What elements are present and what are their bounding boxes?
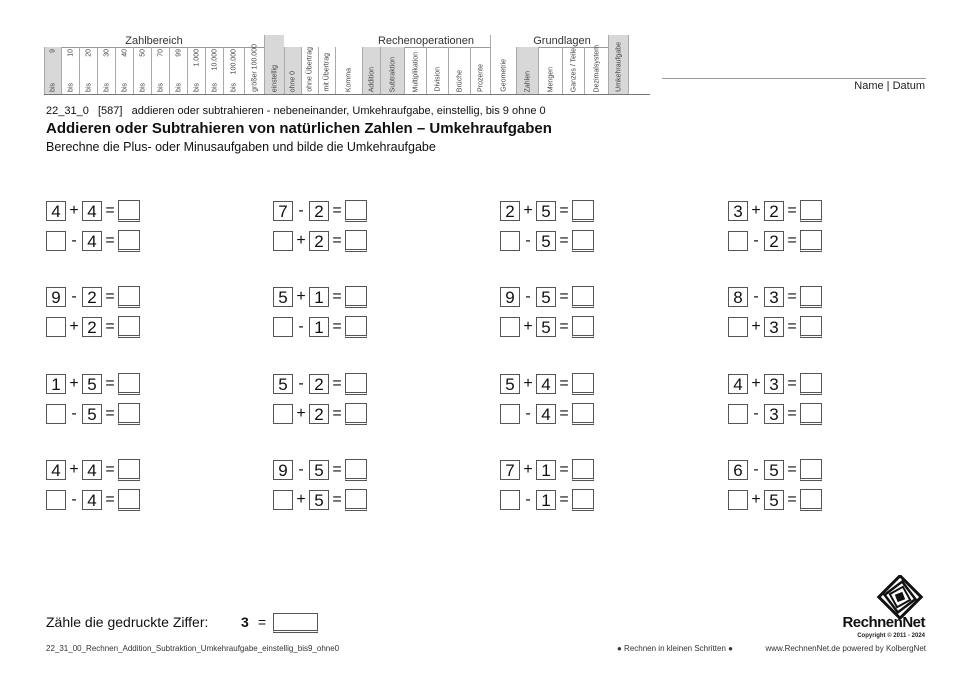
equals-sign: = [559, 202, 569, 219]
operator: + [296, 288, 306, 305]
header-category-cell [380, 47, 404, 94]
header-cell-label: ohne 0 [289, 70, 297, 92]
header-cell-value: 10 [67, 49, 74, 57]
inverse-answer-box[interactable] [345, 489, 367, 511]
inverse-operator: - [525, 405, 531, 422]
count-task-label: Zähle die gedruckte Ziffer: [46, 614, 209, 630]
header-cell-label: Komma [345, 67, 353, 92]
problem-pair [46, 199, 176, 261]
inverse-operator: - [525, 232, 531, 249]
inverse-answer-box[interactable] [345, 403, 367, 425]
header-category-cell [318, 47, 335, 94]
problem-pair [728, 458, 858, 520]
problem-pair [728, 285, 858, 347]
operand-a: 9 [46, 287, 66, 307]
header-cell-label: Subtraktion [389, 56, 396, 92]
operand-b: 2 [764, 201, 784, 221]
inverse-row [46, 488, 140, 512]
inverse-answer-box[interactable] [118, 316, 140, 338]
answer-box[interactable] [118, 200, 140, 222]
equals-sign: = [332, 202, 342, 219]
operand-a: 9 [273, 460, 293, 480]
inverse-answer-box[interactable] [345, 316, 367, 338]
problem-row [273, 285, 367, 309]
equals-sign: = [105, 232, 115, 249]
worksheet-meta: 22_31_0 [587] addieren oder subtrahieren - nebeneinander, Umkehraufgabe, einstellig, bis 9 ohne 0 [46, 105, 546, 117]
equals-sign: = [559, 461, 569, 478]
operator: + [523, 202, 533, 219]
equals-sign: = [105, 461, 115, 478]
inverse-operator: - [71, 405, 77, 422]
inverse-input-box[interactable] [500, 317, 520, 337]
operand-b: 4 [82, 460, 102, 480]
inverse-answer-box[interactable] [118, 403, 140, 425]
header-category-cell [264, 35, 284, 94]
answer-box[interactable] [345, 200, 367, 222]
header-category-cell [301, 47, 318, 94]
operand-b: 5 [536, 201, 556, 221]
operator: + [69, 202, 79, 219]
header-group-title: Grundlagen [516, 35, 608, 48]
operand-b: 5 [764, 460, 784, 480]
header-cell-value: 70 [157, 49, 164, 57]
header-cell-value: 100.000 [230, 49, 238, 75]
equals-sign: = [559, 375, 569, 392]
inverse-input-box[interactable] [273, 490, 293, 510]
answer-box[interactable] [572, 286, 594, 308]
operand-b: 3 [764, 287, 784, 307]
equals-sign: = [787, 202, 797, 219]
inverse-answer-box[interactable] [800, 403, 822, 425]
equals-sign: = [332, 318, 342, 335]
header-category-cell [470, 47, 490, 94]
inverse-input-box[interactable] [273, 404, 293, 424]
problem-pair [500, 372, 630, 434]
problem-pair [273, 458, 403, 520]
header-category-cell [44, 47, 61, 94]
header-cell-label: bis [67, 83, 74, 92]
operand-a: 7 [500, 460, 520, 480]
header-cell-label: Zahlen [524, 70, 531, 92]
header-category-cell [223, 47, 244, 94]
inverse-input-box[interactable] [728, 490, 748, 510]
operand-a: 6 [728, 460, 748, 480]
header-cell-value: 1.000 [193, 49, 200, 67]
problem-row [500, 372, 594, 396]
header-category-cell [115, 47, 133, 94]
problem-row [500, 458, 594, 482]
inverse-operator: + [751, 318, 761, 335]
header-category-cell [628, 35, 650, 94]
answer-box[interactable] [572, 200, 594, 222]
equals-sign: = [559, 405, 569, 422]
header-category-cell [244, 44, 264, 94]
inverse-input-box[interactable] [728, 231, 748, 251]
operator: - [298, 375, 304, 392]
equals-sign: = [332, 232, 342, 249]
inverse-operand: 1 [536, 490, 556, 510]
operand-a: 8 [728, 287, 748, 307]
equals-sign: = [787, 232, 797, 249]
inverse-operator: - [71, 232, 77, 249]
equals-sign: = [787, 405, 797, 422]
inverse-operand: 4 [82, 490, 102, 510]
inverse-row [500, 315, 594, 339]
inverse-operand: 3 [764, 404, 784, 424]
problem-pair [46, 285, 176, 347]
equals-sign: = [105, 202, 115, 219]
header-cell-value: 10.000 [211, 49, 218, 71]
problem-row [46, 458, 140, 482]
operand-b: 3 [764, 374, 784, 394]
inverse-answer-box[interactable] [572, 316, 594, 338]
operator: + [523, 461, 533, 478]
inverse-answer-box[interactable] [118, 489, 140, 511]
header-cell-label: bis [121, 83, 128, 92]
answer-box[interactable] [800, 459, 822, 481]
operator: - [525, 288, 531, 305]
problem-row [500, 199, 594, 223]
problem-row [728, 372, 822, 396]
header-cell-value: 50 [139, 49, 146, 57]
operand-b: 2 [82, 287, 102, 307]
operand-b: 2 [309, 201, 329, 221]
inverse-input-box[interactable] [46, 490, 66, 510]
copyright: Copyright © 2011 - 2024 [857, 633, 925, 639]
problem-row [46, 285, 140, 309]
operator: - [298, 202, 304, 219]
inverse-operand: 2 [764, 231, 784, 251]
operator: - [753, 461, 759, 478]
header-category-cell [187, 47, 205, 94]
problem-pair [273, 199, 403, 261]
problem-pair [728, 199, 858, 261]
header-cell-label: bis [103, 83, 110, 92]
answer-box[interactable] [345, 459, 367, 481]
inverse-operator: + [296, 491, 306, 508]
problem-pair [500, 199, 630, 261]
header-cell-label: Dezimalsystem [593, 44, 600, 92]
inverse-input-box[interactable] [46, 404, 66, 424]
equals-sign: = [332, 491, 342, 508]
header-cell-label: bis [211, 83, 218, 92]
header-cell-label: bis [49, 83, 57, 92]
inverse-answer-box[interactable] [800, 489, 822, 511]
answer-box[interactable] [572, 459, 594, 481]
operand-a: 4 [46, 460, 66, 480]
operand-a: 9 [500, 287, 520, 307]
equals-sign: = [787, 318, 797, 335]
header-cell-label: bis [230, 83, 238, 92]
operand-a: 1 [46, 374, 66, 394]
operator: + [69, 461, 79, 478]
problem-pair [728, 372, 858, 434]
inverse-row [728, 315, 822, 339]
count-answer-box[interactable] [273, 613, 318, 633]
footer-filename: 22_31_00_Rechnen_Addition_Subtraktion_Umkehraufgabe_einstellig_bis9_ohne0 [46, 644, 340, 653]
name-date-line [662, 78, 926, 79]
header-cell-value: 99 [175, 49, 182, 57]
header-category-cell [516, 47, 538, 94]
problem-row [728, 285, 822, 309]
inverse-answer-box[interactable] [800, 316, 822, 338]
inverse-operator: + [296, 405, 306, 422]
inverse-row [500, 488, 594, 512]
inverse-operand: 3 [764, 317, 784, 337]
header-category-cell [169, 47, 187, 94]
inverse-input-box[interactable] [46, 317, 66, 337]
operand-a: 4 [46, 201, 66, 221]
header-category-cell [133, 47, 151, 94]
answer-box[interactable] [572, 373, 594, 395]
header-category-cell [97, 47, 115, 94]
equals-sign: = [105, 288, 115, 305]
header-group-title: Rechenoperationen [362, 35, 490, 48]
brand-name: RechnenNet [842, 614, 925, 631]
header-cell-label: bis [175, 83, 182, 92]
operand-a: 5 [273, 374, 293, 394]
equals-sign: = [105, 318, 115, 335]
inverse-input-box[interactable] [46, 231, 66, 251]
inverse-row [46, 229, 140, 253]
header-group-title: Zahlbereich [44, 35, 264, 48]
equals-sign: = [559, 491, 569, 508]
equals-sign: = [105, 491, 115, 508]
operator: + [69, 375, 79, 392]
header-cell-label: Ganzes / Teile [570, 47, 577, 92]
header-cell-label: Prozente [477, 63, 484, 92]
inverse-row [728, 402, 822, 426]
inverse-answer-box[interactable] [572, 230, 594, 252]
inverse-operator: + [751, 491, 761, 508]
operator: - [298, 461, 304, 478]
header-category-cell [61, 47, 79, 94]
problem-pair [273, 372, 403, 434]
inverse-operand: 5 [536, 317, 556, 337]
equals-sign: = [787, 491, 797, 508]
header-category-cell [448, 47, 470, 94]
problem-row [273, 199, 367, 223]
operand-a: 2 [500, 201, 520, 221]
inverse-operator: + [523, 318, 533, 335]
equals-sign: = [787, 288, 797, 305]
header-cell-label: bis [85, 83, 92, 92]
header-cell-label: bis [139, 83, 146, 92]
inverse-operator: - [298, 318, 304, 335]
header-cell-label: Mengen [547, 66, 554, 92]
problem-pair [46, 372, 176, 434]
problem-pair [500, 285, 630, 347]
footer-site: www.RechnenNet.de powered by KolbergNet [765, 644, 926, 653]
operand-b: 5 [536, 287, 556, 307]
header-cell-label: einstellig [271, 64, 278, 92]
name-date-label: Name | Datum [854, 80, 925, 92]
inverse-input-box[interactable] [500, 231, 520, 251]
inverse-input-box[interactable] [500, 490, 520, 510]
operand-b: 4 [536, 374, 556, 394]
inverse-operand: 5 [536, 231, 556, 251]
header-cell-label: Brüche [456, 69, 463, 92]
answer-box[interactable] [800, 373, 822, 395]
inverse-operator: - [753, 232, 759, 249]
inverse-answer-box[interactable] [572, 403, 594, 425]
inverse-row [728, 229, 822, 253]
equals-sign: = [559, 318, 569, 335]
footer-slogan: ● Rechnen in kleinen Schritten ● [617, 644, 733, 653]
count-task-digit: 3 [241, 614, 249, 630]
answer-box[interactable] [118, 459, 140, 481]
inverse-row [273, 488, 367, 512]
inverse-operand: 5 [82, 404, 102, 424]
equals-sign: = [559, 288, 569, 305]
header-category-cell [426, 47, 448, 94]
inverse-operator: - [71, 491, 77, 508]
operand-a: 5 [273, 287, 293, 307]
header-category-cell [205, 47, 223, 94]
equals-sign: = [787, 375, 797, 392]
header-cell-label: bis [157, 83, 164, 92]
operand-b: 5 [309, 460, 329, 480]
inverse-input-box[interactable] [728, 404, 748, 424]
operator: + [751, 202, 761, 219]
header-cell-value: 20 [85, 49, 92, 57]
problem-row [728, 458, 822, 482]
inverse-answer-box[interactable] [345, 230, 367, 252]
header-cell-label: bis [193, 83, 200, 92]
header-category-cell [562, 47, 584, 94]
operand-a: 7 [273, 201, 293, 221]
problem-row [46, 199, 140, 223]
inverse-row [500, 402, 594, 426]
inverse-row [273, 229, 367, 253]
rechnennet-logo-icon [872, 575, 924, 619]
inverse-row [46, 402, 140, 426]
instructions: Berechne die Plus- oder Minusaufgaben und bilde die Umkehraufgabe [46, 140, 436, 154]
header-cell-value: 30 [103, 49, 110, 57]
problem-row [728, 199, 822, 223]
operand-b: 2 [309, 374, 329, 394]
inverse-row [273, 315, 367, 339]
inverse-operator: + [69, 318, 79, 335]
equals-sign: = [332, 405, 342, 422]
inverse-operand: 5 [309, 490, 329, 510]
count-task-equals: = [258, 614, 267, 630]
inverse-operand: 1 [309, 317, 329, 337]
header-category-cell [608, 35, 628, 94]
operator: - [753, 288, 759, 305]
equals-sign: = [105, 375, 115, 392]
equals-sign: = [787, 461, 797, 478]
header-category-cell [335, 47, 362, 94]
operand-b: 4 [82, 201, 102, 221]
header-cell-label: größer 100.000 [251, 44, 258, 92]
inverse-operand: 4 [82, 231, 102, 251]
equals-sign: = [105, 405, 115, 422]
header-cell-value: 9 [49, 49, 57, 53]
header-category-cell [538, 47, 562, 94]
inverse-operand: 2 [82, 317, 102, 337]
header-category-cell [584, 44, 608, 94]
problem-pair [46, 458, 176, 520]
inverse-operand: 4 [536, 404, 556, 424]
inverse-operator: + [296, 232, 306, 249]
inverse-answer-box[interactable] [572, 489, 594, 511]
header-cell-label: Umkehraufgabe [615, 42, 622, 92]
operator: + [751, 375, 761, 392]
answer-box[interactable] [118, 286, 140, 308]
inverse-row [46, 315, 140, 339]
header-baseline [44, 94, 650, 95]
header-category-cell [404, 47, 426, 94]
equals-sign: = [559, 232, 569, 249]
answer-box[interactable] [800, 286, 822, 308]
operator: + [523, 375, 533, 392]
problem-row [273, 372, 367, 396]
problem-row [500, 285, 594, 309]
header-cell-label: mit Übertrag [323, 53, 331, 92]
header-category-cell [490, 35, 516, 94]
inverse-row [500, 229, 594, 253]
inverse-input-box[interactable] [500, 404, 520, 424]
page-title: Addieren oder Subtrahieren von natürlichen Zahlen – Umkehraufgaben [46, 120, 552, 137]
problem-row [46, 372, 140, 396]
header-cell-label: Division [434, 67, 441, 92]
operand-b: 1 [309, 287, 329, 307]
header-category-cell [151, 47, 169, 94]
header-cell-value: 40 [121, 49, 128, 57]
problem-row [273, 458, 367, 482]
operand-a: 3 [728, 201, 748, 221]
operator: - [71, 288, 77, 305]
header-category-cell [79, 47, 97, 94]
equals-sign: = [332, 288, 342, 305]
inverse-operator: - [525, 491, 531, 508]
inverse-input-box[interactable] [273, 317, 293, 337]
operand-a: 4 [728, 374, 748, 394]
operand-b: 5 [82, 374, 102, 394]
inverse-answer-box[interactable] [800, 230, 822, 252]
problem-pair [273, 285, 403, 347]
answer-box[interactable] [118, 373, 140, 395]
inverse-operand: 2 [309, 231, 329, 251]
inverse-operator: - [753, 405, 759, 422]
operand-a: 5 [500, 374, 520, 394]
header-cell-label: Addition [368, 66, 375, 92]
equals-sign: = [332, 461, 342, 478]
inverse-answer-box[interactable] [118, 230, 140, 252]
header-cell-label: Geometrie [500, 59, 507, 92]
problem-pair [500, 458, 630, 520]
equals-sign: = [332, 375, 342, 392]
header-category-cell [362, 47, 380, 94]
operand-b: 1 [536, 460, 556, 480]
inverse-row [273, 402, 367, 426]
answer-box[interactable] [345, 373, 367, 395]
inverse-operand: 5 [764, 490, 784, 510]
inverse-row [728, 488, 822, 512]
inverse-input-box[interactable] [728, 317, 748, 337]
inverse-input-box[interactable] [273, 231, 293, 251]
header-cell-label: ohne Übertrag [306, 47, 314, 92]
header-category-cell [284, 47, 301, 94]
header-cell-label: Multiplikation [412, 51, 419, 92]
answer-box[interactable] [800, 200, 822, 222]
answer-box[interactable] [345, 286, 367, 308]
inverse-operand: 2 [309, 404, 329, 424]
